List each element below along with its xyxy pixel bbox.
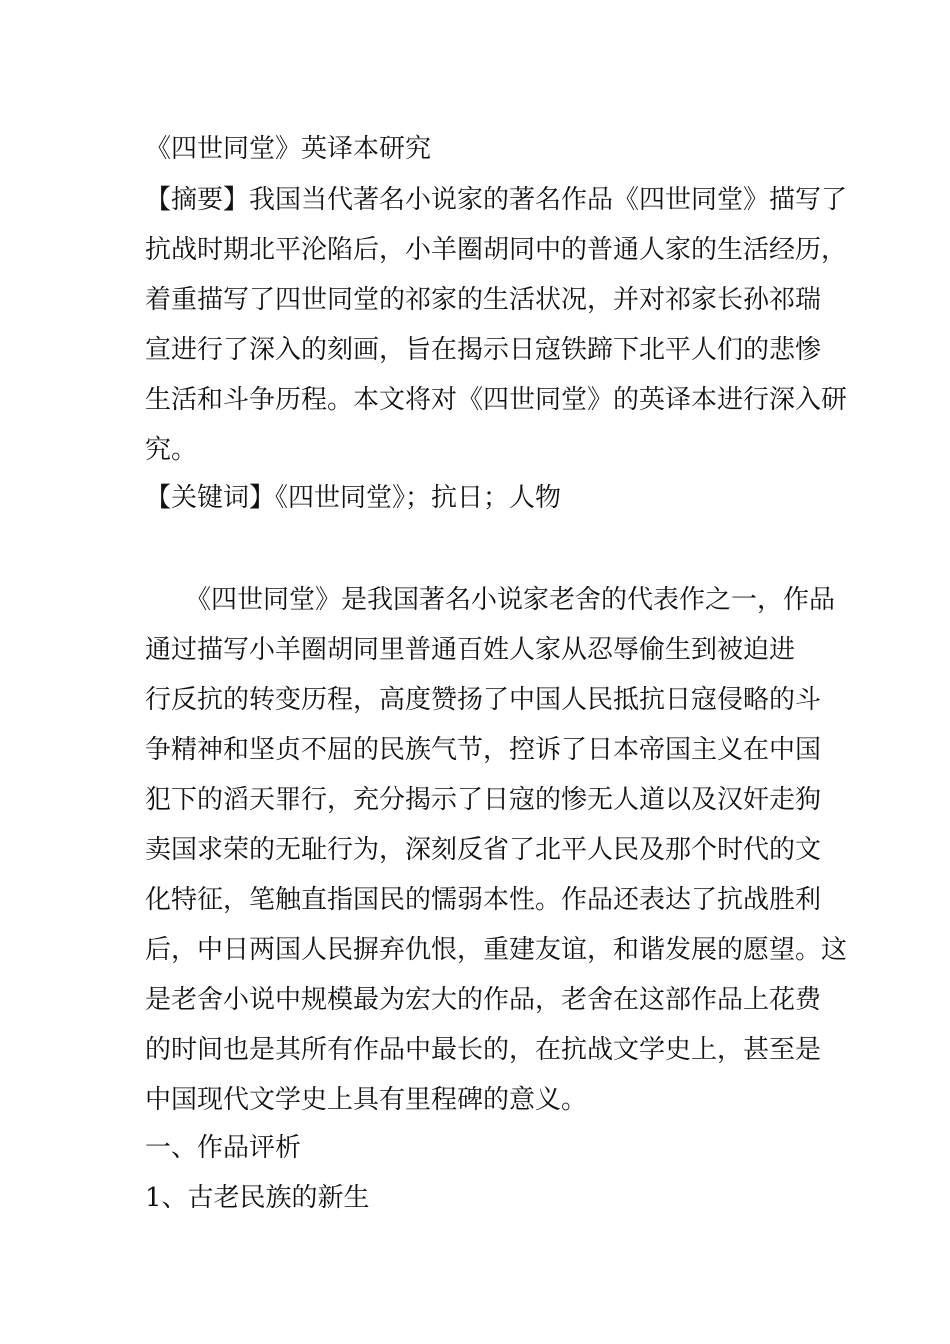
document-title: 《四世同堂》英译本研究 [145, 134, 432, 164]
keywords-line: 【关键词】《四世同堂》；抗日；人物 [145, 483, 562, 513]
body-line: 化特征，笔触直指国民的懦弱本性。作品还表达了抗战胜利 [145, 885, 822, 915]
body-line: 卖国求荣的无耻行为，深刻反省了北平人民及那个时代的文 [145, 835, 822, 865]
abstract-line: 【摘要】我国当代著名小说家的著名作品《四世同堂》描写了 [145, 185, 848, 215]
abstract-line: 抗战时期北平沦陷后，小羊圈胡同中的普通人家的生活经历， [145, 235, 848, 265]
abstract-line: 究。 [145, 435, 198, 465]
body-line: 是老舍小说中规模最为宏大的作品，老舍在这部作品上花费 [145, 985, 822, 1015]
body-line: 后，中日两国人民摒弃仇恨，重建友谊，和谐发展的愿望。这 [145, 935, 848, 965]
body-line: 行反抗的转变历程，高度赞扬了中国人民抵抗日寇侵略的斗 [145, 685, 822, 715]
body-line: 争精神和坚贞不屈的民族气节，控诉了日本帝国主义在中国 [145, 735, 822, 765]
body-line: 通过描写小羊圈胡同里普通百姓人家从忍辱偷生到被迫进 [145, 635, 796, 665]
body-line: 中国现代文学史上具有里程碑的意义。 [145, 1085, 588, 1115]
abstract-line: 生活和斗争历程。本文将对《四世同堂》的英译本进行深入研 [145, 385, 848, 415]
body-line: 的时间也是其所有作品中最长的，在抗战文学史上，甚至是 [145, 1035, 822, 1065]
body-line: 犯下的滔天罪行，充分揭示了日寇的惨无人道以及汉奸走狗 [145, 785, 822, 815]
section-heading: 一、作品评析 [145, 1133, 302, 1163]
subsection-heading: 1、古老民族的新生 [145, 1183, 370, 1213]
abstract-line: 宣进行了深入的刻画，旨在揭示日寇铁蹄下北平人们的悲惨 [145, 335, 822, 365]
body-line: 《四世同堂》是我国著名小说家老舍的代表作之一，作品 [185, 585, 836, 615]
abstract-line: 着重描写了四世同堂的祁家的生活状况，并对祁家长孙祁瑞 [145, 285, 822, 315]
